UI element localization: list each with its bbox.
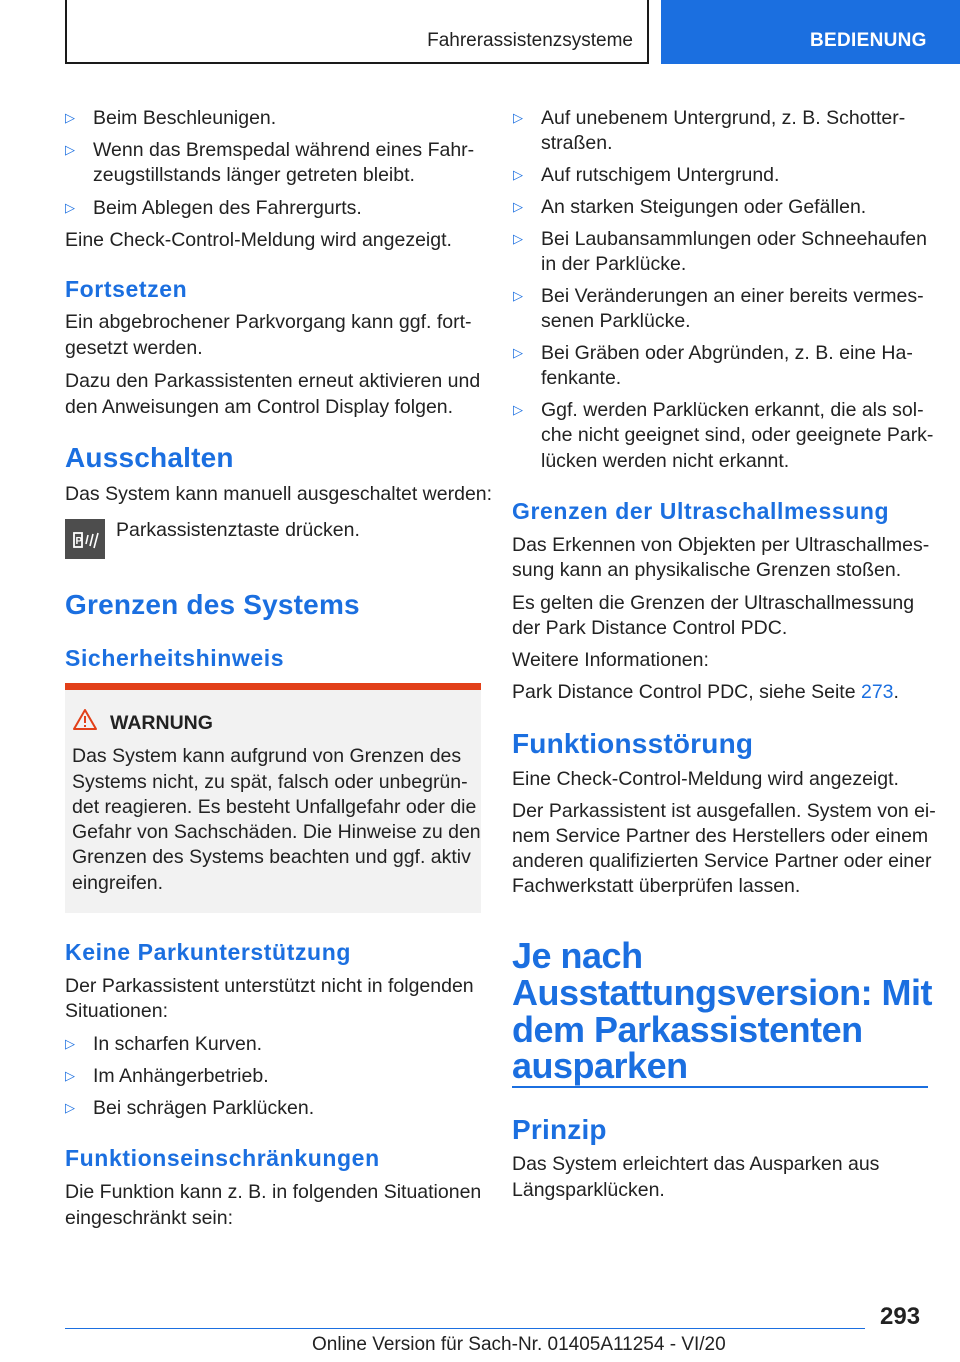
heading-sicherheitshinweis: Sicherheitshinweis [65, 645, 285, 671]
paragraph: Das System kann manuell ausgeschaltet werden: [65, 483, 493, 505]
triangle-bullet-icon: ▷ [513, 110, 523, 125]
list-item: ▷ Bei Veränderungen an einer bereits vermes- [513, 285, 924, 307]
paragraph: Situationen: [65, 1000, 168, 1022]
paragraph: Fachwerkstatt überprüfen lassen. [512, 875, 801, 897]
paragraph: Dazu den Parkassistenten erneut aktivieren und [65, 370, 481, 392]
paragraph: der Park Distance Control PDC. [512, 617, 788, 639]
heading-je-nach-line: ausparken [512, 1045, 688, 1086]
header-tab-label: BEDIENUNG [810, 30, 927, 51]
triangle-bullet-icon: ▷ [65, 1068, 75, 1083]
list-item: ▷ Bei Gräben oder Abgründen, z. B. eine Ha- [513, 342, 913, 364]
warning-text: eingreifen. [72, 872, 164, 894]
heading-je-nach-line: Je nach [512, 935, 643, 976]
header-tab [661, 0, 960, 64]
triangle-bullet-icon: ▷ [65, 110, 75, 125]
triangle-bullet-icon: ▷ [513, 402, 523, 417]
step-text: Parkassistenztaste drücken. [116, 519, 360, 541]
warning-triangle-icon [72, 708, 98, 732]
triangle-bullet-icon: ▷ [65, 200, 75, 215]
heading-keine-parkunterstuetzung: Keine Parkunterstützung [65, 939, 352, 965]
page-number: 293 [880, 1303, 921, 1330]
heading-je-nach-line: dem Parkassistenten [512, 1009, 863, 1050]
paragraph: Ein abgebrochener Parkvorgang kann ggf. fort- [65, 311, 472, 333]
list-item: ▷ Auf unebenem Untergrund, z. B. Schotter- [513, 107, 906, 129]
heading-funktionseinschraenkungen: Funktionseinschränkungen [65, 1145, 380, 1171]
paragraph: gesetzt werden. [65, 337, 203, 359]
heading-je-nach-line: Ausstattungsversion: Mit [512, 972, 933, 1013]
heading-underline [512, 1086, 928, 1088]
warning-text: det reagieren. Es besteht Unfallgefahr oder die [72, 796, 477, 818]
list-item-cont: che nicht geeignet sind, oder geeignete Park- [541, 424, 934, 446]
list-item: ▷ Bei Laubansammlungen oder Schneehaufen [513, 228, 927, 250]
list-item-cont: senen Parklücke. [541, 310, 691, 332]
paragraph: Eine Check-Control-Meldung wird angezeigt. [512, 768, 899, 790]
warning-text: Grenzen des Systems beachten und ggf. aktiv [72, 846, 471, 868]
heading-grenzen-ultraschall: Grenzen der Ultraschallmessung [512, 498, 890, 524]
list-item: ▷ An starken Steigungen oder Gefällen. [513, 196, 867, 218]
triangle-bullet-icon: ▷ [513, 288, 523, 303]
paragraph: anderen qualifizierten Service Partner oder einer [512, 850, 932, 872]
parking-assist-button-icon [65, 519, 105, 559]
list-item: ▷ Bei schrägen Parklücken. [65, 1097, 315, 1119]
paragraph: Der Parkassistent ist ausgefallen. System von ei- [512, 800, 936, 822]
paragraph: Eine Check-Control-Meldung wird angezeigt. [65, 229, 452, 251]
list-item-cont: zeugstillstands länger getreten bleibt. [93, 164, 415, 186]
warning-text: Das System kann aufgrund von Grenzen des [72, 745, 462, 767]
heading-ausschalten: Ausschalten [65, 442, 234, 473]
list-item: ▷ Im Anhängerbetrieb. [65, 1065, 269, 1087]
triangle-bullet-icon: ▷ [513, 231, 523, 246]
page-link-273[interactable]: 273 [860, 681, 894, 703]
paragraph: nem Service Partner des Herstellers oder einem [512, 825, 929, 847]
triangle-bullet-icon: ▷ [65, 1100, 75, 1115]
header-section-title: Fahrerassistenzsysteme [427, 30, 633, 51]
paragraph: sung kann an physikalische Grenzen stoßen. [512, 559, 902, 581]
list-item: ▷ Auf rutschigem Untergrund. [513, 164, 780, 186]
triangle-bullet-icon: ▷ [65, 142, 75, 157]
paragraph: Weitere Informationen: [512, 649, 709, 671]
paragraph: Längsparklücken. [512, 1179, 665, 1201]
svg-text:P: P [75, 536, 83, 547]
paragraph-reference: Park Distance Control PDC, siehe Seite 273. [512, 681, 899, 703]
list-item-cont: in der Parklücke. [541, 253, 687, 275]
triangle-bullet-icon: ▷ [513, 167, 523, 182]
paragraph: Das Erkennen von Objekten per Ultraschallmes- [512, 534, 930, 556]
footer-rule [65, 1328, 865, 1329]
paragraph: Der Parkassistent unterstützt nicht in folgenden [65, 975, 474, 997]
paragraph: Das System erleichtert das Ausparken aus [512, 1153, 880, 1175]
list-item: ▷ Ggf. werden Parklücken erkannt, die als sol- [513, 399, 924, 421]
paragraph: Es gelten die Grenzen der Ultraschallmessung [512, 592, 915, 614]
list-item-cont: straßen. [541, 132, 613, 154]
heading-grenzen: Grenzen des Systems [65, 589, 360, 620]
list-item: ▷ In scharfen Kurven. [65, 1033, 263, 1055]
heading-fortsetzen: Fortsetzen [65, 276, 188, 302]
footer-version: Online Version für Sach-Nr. 01405A11254 - VI/20 [312, 1334, 726, 1355]
paragraph: eingeschränkt sein: [65, 1207, 234, 1229]
list-item: ▷ Beim Beschleunigen. [65, 107, 277, 129]
warning-text: Systems nicht, zu spät, falsch oder unbegrün- [72, 771, 468, 793]
warning-text: Gefahr von Sachschäden. Die Hinweise zu den [72, 821, 481, 843]
paragraph: den Anweisungen am Control Display folgen. [65, 396, 454, 418]
header-section-box [65, 0, 649, 64]
triangle-bullet-icon: ▷ [513, 199, 523, 214]
list-item: ▷ Beim Ablegen des Fahrergurts. [65, 197, 362, 219]
triangle-bullet-icon: ▷ [513, 345, 523, 360]
list-item-cont: lücken werden nicht erkannt. [541, 450, 790, 472]
heading-funktionsstoerung: Funktionsstörung [512, 728, 754, 759]
paragraph: Die Funktion kann z. B. in folgenden Situationen [65, 1181, 482, 1203]
warning-title: WARNUNG [110, 712, 213, 734]
heading-prinzip: Prinzip [512, 1114, 607, 1145]
triangle-bullet-icon: ▷ [65, 1036, 75, 1051]
list-item: ▷ Wenn das Bremspedal während eines Fahr- [65, 139, 475, 161]
list-item-cont: fenkante. [541, 367, 622, 389]
